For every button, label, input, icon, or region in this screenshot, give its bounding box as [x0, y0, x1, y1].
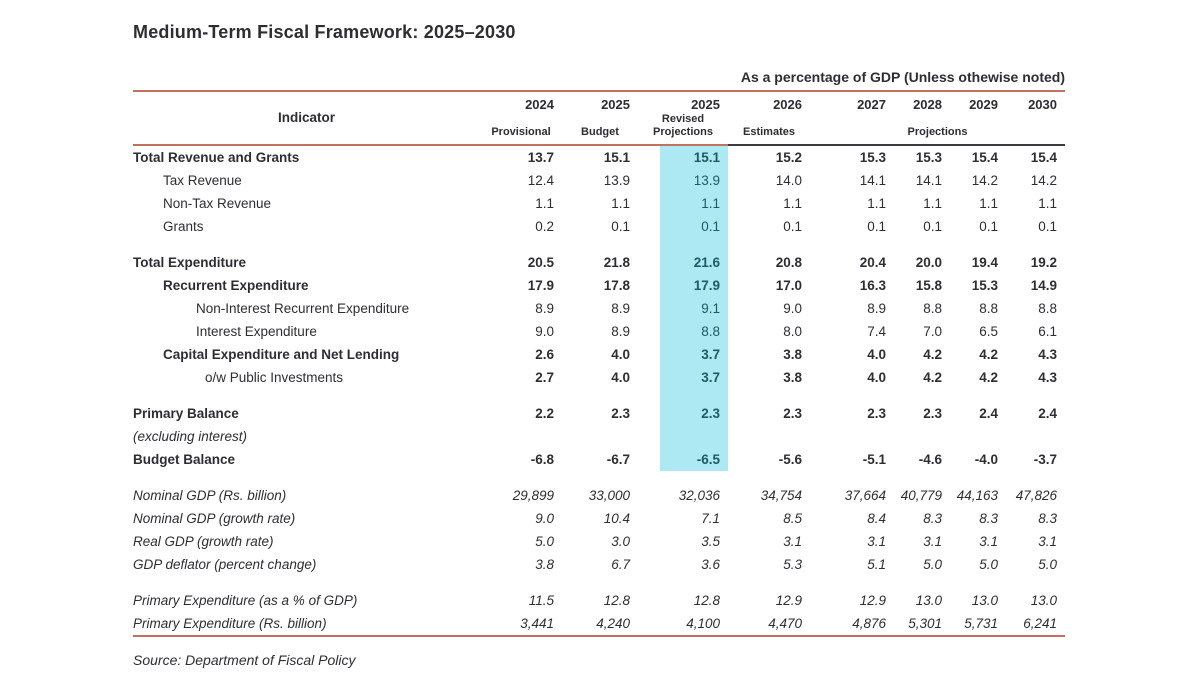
value-cell: 4.2 — [979, 369, 998, 385]
value-cell: -4.6 — [918, 451, 942, 467]
value-cell: 0.1 — [611, 218, 630, 234]
row-label: Non-Tax Revenue — [163, 195, 272, 211]
value-cell: 4.2 — [923, 369, 942, 385]
table-row — [133, 215, 1065, 238]
value-cell: 0.1 — [979, 218, 998, 234]
value-cell: 2.3 — [867, 405, 886, 421]
value-cell: 5,731 — [964, 615, 998, 631]
row-label: Nominal GDP (growth rate) — [133, 510, 296, 526]
value-cell — [894, 425, 950, 448]
value-cell: 47,826 — [1015, 487, 1057, 503]
value-cell: 8.8 — [638, 320, 728, 343]
value-cell: 15.3 — [915, 149, 942, 165]
value-cell — [950, 576, 1006, 589]
row-label: GDP deflator (percent change) — [133, 556, 317, 572]
value-cell: 14.0 — [775, 172, 802, 188]
value-cell — [562, 238, 638, 251]
value-cell: 0.1 — [783, 218, 802, 234]
spacer-row — [133, 238, 1065, 251]
row-label: Total Revenue and Grants — [133, 149, 300, 165]
value-cell: 2.4 — [1038, 405, 1057, 421]
value-cell: 3.8 — [783, 346, 802, 362]
value-cell: 3.7 — [638, 366, 728, 389]
value-cell: -6.5 — [638, 448, 728, 471]
table-row — [133, 448, 1065, 471]
year-header: 2025 — [601, 97, 630, 112]
source-note: Source: Department of Fiscal Policy — [133, 651, 356, 668]
value-cell: 4,876 — [852, 615, 886, 631]
table-row — [133, 425, 1065, 448]
value-cell: 4.0 — [867, 346, 886, 362]
value-cell — [562, 471, 638, 484]
value-cell: 12.8 — [603, 592, 630, 608]
value-cell: 13.0 — [1030, 592, 1057, 608]
value-cell: 5.0 — [535, 533, 554, 549]
value-cell: -6.8 — [530, 451, 554, 467]
value-cell — [562, 389, 638, 402]
row-label — [133, 238, 480, 251]
value-cell: 8.9 — [611, 323, 630, 339]
value-cell: 9.1 — [638, 297, 728, 320]
value-cell: 6.1 — [1038, 323, 1057, 339]
value-cell: 9.0 — [535, 510, 554, 526]
value-cell: 8.4 — [867, 510, 886, 526]
value-cell: -5.6 — [778, 451, 802, 467]
row-label: Nominal GDP (Rs. billion) — [133, 487, 287, 503]
value-cell: 5.0 — [923, 556, 942, 572]
value-cell: 5,301 — [908, 615, 942, 631]
value-cell: 15.1 — [603, 149, 630, 165]
value-cell — [728, 238, 810, 251]
value-cell — [728, 471, 810, 484]
table-row — [133, 297, 1065, 320]
value-cell: 7.4 — [867, 323, 886, 339]
value-cell: 2.3 — [611, 405, 630, 421]
value-cell: 3.7 — [638, 343, 728, 366]
value-cell — [728, 389, 810, 402]
year-header: 2025 — [691, 97, 720, 112]
value-cell — [810, 389, 894, 402]
value-cell — [480, 238, 562, 251]
year-header: 2030 — [1028, 97, 1057, 112]
value-cell: 14.1 — [859, 172, 886, 188]
value-cell: 5.3 — [783, 556, 802, 572]
sub-header: Projections — [810, 112, 1065, 145]
value-cell: 14.2 — [1030, 172, 1057, 188]
value-cell: 14.9 — [1030, 277, 1057, 293]
value-cell — [950, 471, 1006, 484]
value-cell: 13.7 — [527, 149, 554, 165]
value-cell: 0.1 — [923, 218, 942, 234]
value-cell: 2.3 — [923, 405, 942, 421]
value-cell: 5.0 — [1038, 556, 1057, 572]
value-cell: 8.3 — [979, 510, 998, 526]
value-cell: 20.0 — [915, 254, 942, 270]
value-cell: 11.5 — [528, 592, 554, 608]
value-cell — [950, 389, 1006, 402]
value-cell: 2.3 — [638, 402, 728, 425]
value-cell: -5.1 — [862, 451, 886, 467]
sub-header: Revised Projections — [638, 112, 728, 145]
value-cell: 40,779 — [900, 487, 942, 503]
value-cell: 17.9 — [638, 274, 728, 297]
value-cell: 15.4 — [1030, 149, 1057, 165]
row-label: o/w Public Investments — [205, 369, 344, 385]
value-cell: 20.4 — [859, 254, 886, 270]
table-row — [133, 192, 1065, 215]
value-cell: 4,470 — [768, 615, 802, 631]
value-cell: 14.1 — [915, 172, 942, 188]
year-header: 2027 — [857, 97, 886, 112]
value-cell: 2.2 — [535, 405, 554, 421]
value-cell: 37,664 — [844, 487, 886, 503]
table-row — [133, 274, 1065, 297]
row-label: Interest Expenditure — [196, 323, 317, 339]
value-cell: 3.1 — [979, 533, 998, 549]
value-cell: 5.0 — [979, 556, 998, 572]
value-cell: 21.6 — [638, 251, 728, 274]
value-cell — [894, 389, 950, 402]
value-cell — [894, 471, 950, 484]
table-row — [133, 320, 1065, 343]
value-cell: 12.9 — [775, 592, 802, 608]
row-label: Primary Balance — [133, 405, 239, 421]
value-cell: 1.1 — [1038, 195, 1057, 211]
value-cell — [1006, 425, 1065, 448]
table-row — [133, 484, 1065, 507]
row-label: Primary Expenditure (as a % of GDP) — [133, 592, 358, 608]
spacer-row — [133, 471, 1065, 484]
value-cell — [1006, 238, 1065, 251]
row-label: Budget Balance — [133, 451, 236, 467]
gdp-note: As a percentage of GDP (Unless othewise noted) — [740, 69, 1065, 85]
row-label — [133, 389, 480, 402]
value-cell: 6.7 — [611, 556, 630, 572]
value-cell: 0.1 — [1038, 218, 1057, 234]
value-cell: 13.0 — [915, 592, 942, 608]
value-cell: 1.1 — [867, 195, 886, 211]
value-cell: 4.2 — [923, 346, 942, 362]
fiscal-framework-table — [133, 90, 1065, 637]
value-cell: 32,036 — [678, 487, 720, 503]
value-cell: 7.1 — [701, 510, 720, 526]
value-cell — [638, 238, 728, 251]
table-row — [133, 612, 1065, 636]
value-cell — [810, 576, 894, 589]
value-cell: 1.1 — [783, 195, 802, 211]
spacer-row — [133, 389, 1065, 402]
table-row — [133, 507, 1065, 530]
value-cell — [728, 576, 810, 589]
value-cell: 8.8 — [979, 300, 998, 316]
row-label: (excluding interest) — [133, 428, 248, 444]
value-cell: -3.7 — [1033, 451, 1057, 467]
value-cell: 4.3 — [1038, 369, 1057, 385]
row-label: Capital Expenditure and Net Lending — [163, 346, 400, 362]
value-cell: 3.0 — [611, 533, 630, 549]
table-row — [133, 589, 1065, 612]
value-cell: 8.8 — [923, 300, 942, 316]
value-cell: 21.8 — [603, 254, 630, 270]
table-row — [133, 343, 1065, 366]
value-cell: 3.1 — [867, 533, 886, 549]
table-row — [133, 145, 1065, 169]
value-cell: 3.1 — [1038, 533, 1057, 549]
value-cell: 15.3 — [971, 277, 998, 293]
value-cell: 3.8 — [535, 556, 554, 572]
value-cell: -6.7 — [606, 451, 630, 467]
value-cell — [810, 471, 894, 484]
table-row — [133, 530, 1065, 553]
value-cell — [638, 471, 728, 484]
value-cell: 20.8 — [775, 254, 802, 270]
value-cell: 3.5 — [701, 533, 720, 549]
row-label — [133, 576, 480, 589]
value-cell: 6,241 — [1023, 615, 1057, 631]
value-cell: 19.2 — [1030, 254, 1057, 270]
table-row — [133, 251, 1065, 274]
value-cell: 1.1 — [638, 192, 728, 215]
value-cell: 17.9 — [527, 277, 554, 293]
value-cell: 0.1 — [867, 218, 886, 234]
value-cell: 4.0 — [611, 346, 630, 362]
value-cell — [562, 576, 638, 589]
value-cell: 13.9 — [603, 172, 630, 188]
value-cell — [480, 576, 562, 589]
value-cell: 15.1 — [638, 145, 728, 169]
value-cell — [950, 238, 1006, 251]
year-header: 2029 — [969, 97, 998, 112]
sub-header: Budget — [562, 112, 638, 145]
value-cell: 6.5 — [979, 323, 998, 339]
row-label: Recurrent Expenditure — [163, 277, 309, 293]
value-cell — [638, 576, 728, 589]
value-cell — [810, 425, 894, 448]
value-cell: 12.8 — [693, 592, 720, 608]
value-cell: 15.8 — [915, 277, 942, 293]
value-cell: 5.1 — [867, 556, 886, 572]
value-cell: 15.2 — [775, 149, 802, 165]
spacer-row — [133, 576, 1065, 589]
sub-header: Provisional — [480, 112, 562, 145]
value-cell: 3.1 — [783, 533, 802, 549]
value-cell: 4.2 — [979, 346, 998, 362]
value-cell: 12.9 — [859, 592, 886, 608]
row-label: Primary Expenditure (Rs. billion) — [133, 615, 327, 631]
value-cell: 16.3 — [859, 277, 886, 293]
value-cell: 34,754 — [760, 487, 802, 503]
table-row — [133, 402, 1065, 425]
value-cell — [638, 425, 728, 448]
value-cell: 3,441 — [520, 615, 554, 631]
value-cell — [562, 425, 638, 448]
value-cell: 1.1 — [535, 195, 554, 211]
sub-header: Estimates — [728, 112, 810, 145]
value-cell: 4.3 — [1038, 346, 1057, 362]
value-cell: 8.8 — [1038, 300, 1057, 316]
value-cell: 2.4 — [979, 405, 998, 421]
value-cell: 13.0 — [971, 592, 998, 608]
value-cell: 14.2 — [971, 172, 998, 188]
value-cell: 3.6 — [701, 556, 720, 572]
year-header: 2024 — [525, 97, 554, 112]
value-cell: 15.4 — [971, 149, 998, 165]
value-cell: 20.5 — [527, 254, 554, 270]
table-row — [133, 553, 1065, 576]
row-label — [133, 471, 480, 484]
value-cell: 8.9 — [535, 300, 554, 316]
value-cell: 7.0 — [923, 323, 942, 339]
page-title: Medium-Term Fiscal Framework: 2025–2030 — [133, 22, 516, 42]
value-cell: 44,163 — [956, 487, 998, 503]
value-cell: 9.0 — [783, 300, 802, 316]
table-row — [133, 169, 1065, 192]
value-cell: 0.1 — [638, 215, 728, 238]
row-label: Grants — [163, 218, 204, 234]
value-cell: 4,100 — [686, 615, 720, 631]
value-cell: 4.0 — [867, 369, 886, 385]
value-cell — [1006, 576, 1065, 589]
row-label: Tax Revenue — [163, 172, 242, 188]
value-cell: 9.0 — [535, 323, 554, 339]
value-cell: 4.0 — [611, 369, 630, 385]
value-cell — [950, 425, 1006, 448]
value-cell — [480, 471, 562, 484]
value-cell — [894, 238, 950, 251]
value-cell: 13.9 — [638, 169, 728, 192]
value-cell: 19.4 — [971, 254, 998, 270]
row-label: Total Expenditure — [133, 254, 247, 270]
value-cell: 0.2 — [535, 218, 554, 234]
value-cell: 2.3 — [783, 405, 802, 421]
year-header: 2028 — [913, 97, 942, 112]
row-label: Non-Interest Recurrent Expenditure — [196, 300, 410, 316]
value-cell: 8.5 — [783, 510, 802, 526]
value-cell: 1.1 — [979, 195, 998, 211]
value-cell: 17.0 — [775, 277, 802, 293]
value-cell: 1.1 — [611, 195, 630, 211]
table-body — [133, 145, 1065, 636]
value-cell: 33,000 — [588, 487, 630, 503]
value-cell: 8.9 — [867, 300, 886, 316]
value-cell: 1.1 — [923, 195, 942, 211]
value-cell: 12.4 — [527, 172, 554, 188]
value-cell — [894, 576, 950, 589]
value-cell — [728, 425, 810, 448]
value-cell — [638, 389, 728, 402]
value-cell: 3.1 — [923, 533, 942, 549]
table-header — [133, 91, 1065, 145]
value-cell: 2.7 — [535, 369, 554, 385]
row-label: Real GDP (growth rate) — [133, 533, 274, 549]
value-cell: 2.6 — [535, 346, 554, 362]
value-cell: -4.0 — [974, 451, 998, 467]
value-cell: 17.8 — [603, 277, 630, 293]
value-cell — [480, 389, 562, 402]
value-cell: 3.8 — [783, 369, 802, 385]
value-cell — [810, 238, 894, 251]
value-cell: 8.3 — [1038, 510, 1057, 526]
year-header: 2026 — [773, 97, 802, 112]
value-cell — [480, 425, 562, 448]
indicator-column-header: Indicator — [133, 91, 480, 145]
value-cell: 8.0 — [783, 323, 802, 339]
value-cell: 8.3 — [923, 510, 942, 526]
value-cell: 4,240 — [596, 615, 630, 631]
value-cell — [1006, 471, 1065, 484]
value-cell: 10.4 — [603, 510, 630, 526]
value-cell: 15.3 — [859, 149, 886, 165]
value-cell: 8.9 — [611, 300, 630, 316]
value-cell: 29,899 — [512, 487, 554, 503]
document-page — [133, 22, 1065, 668]
value-cell — [1006, 389, 1065, 402]
table-row — [133, 366, 1065, 389]
